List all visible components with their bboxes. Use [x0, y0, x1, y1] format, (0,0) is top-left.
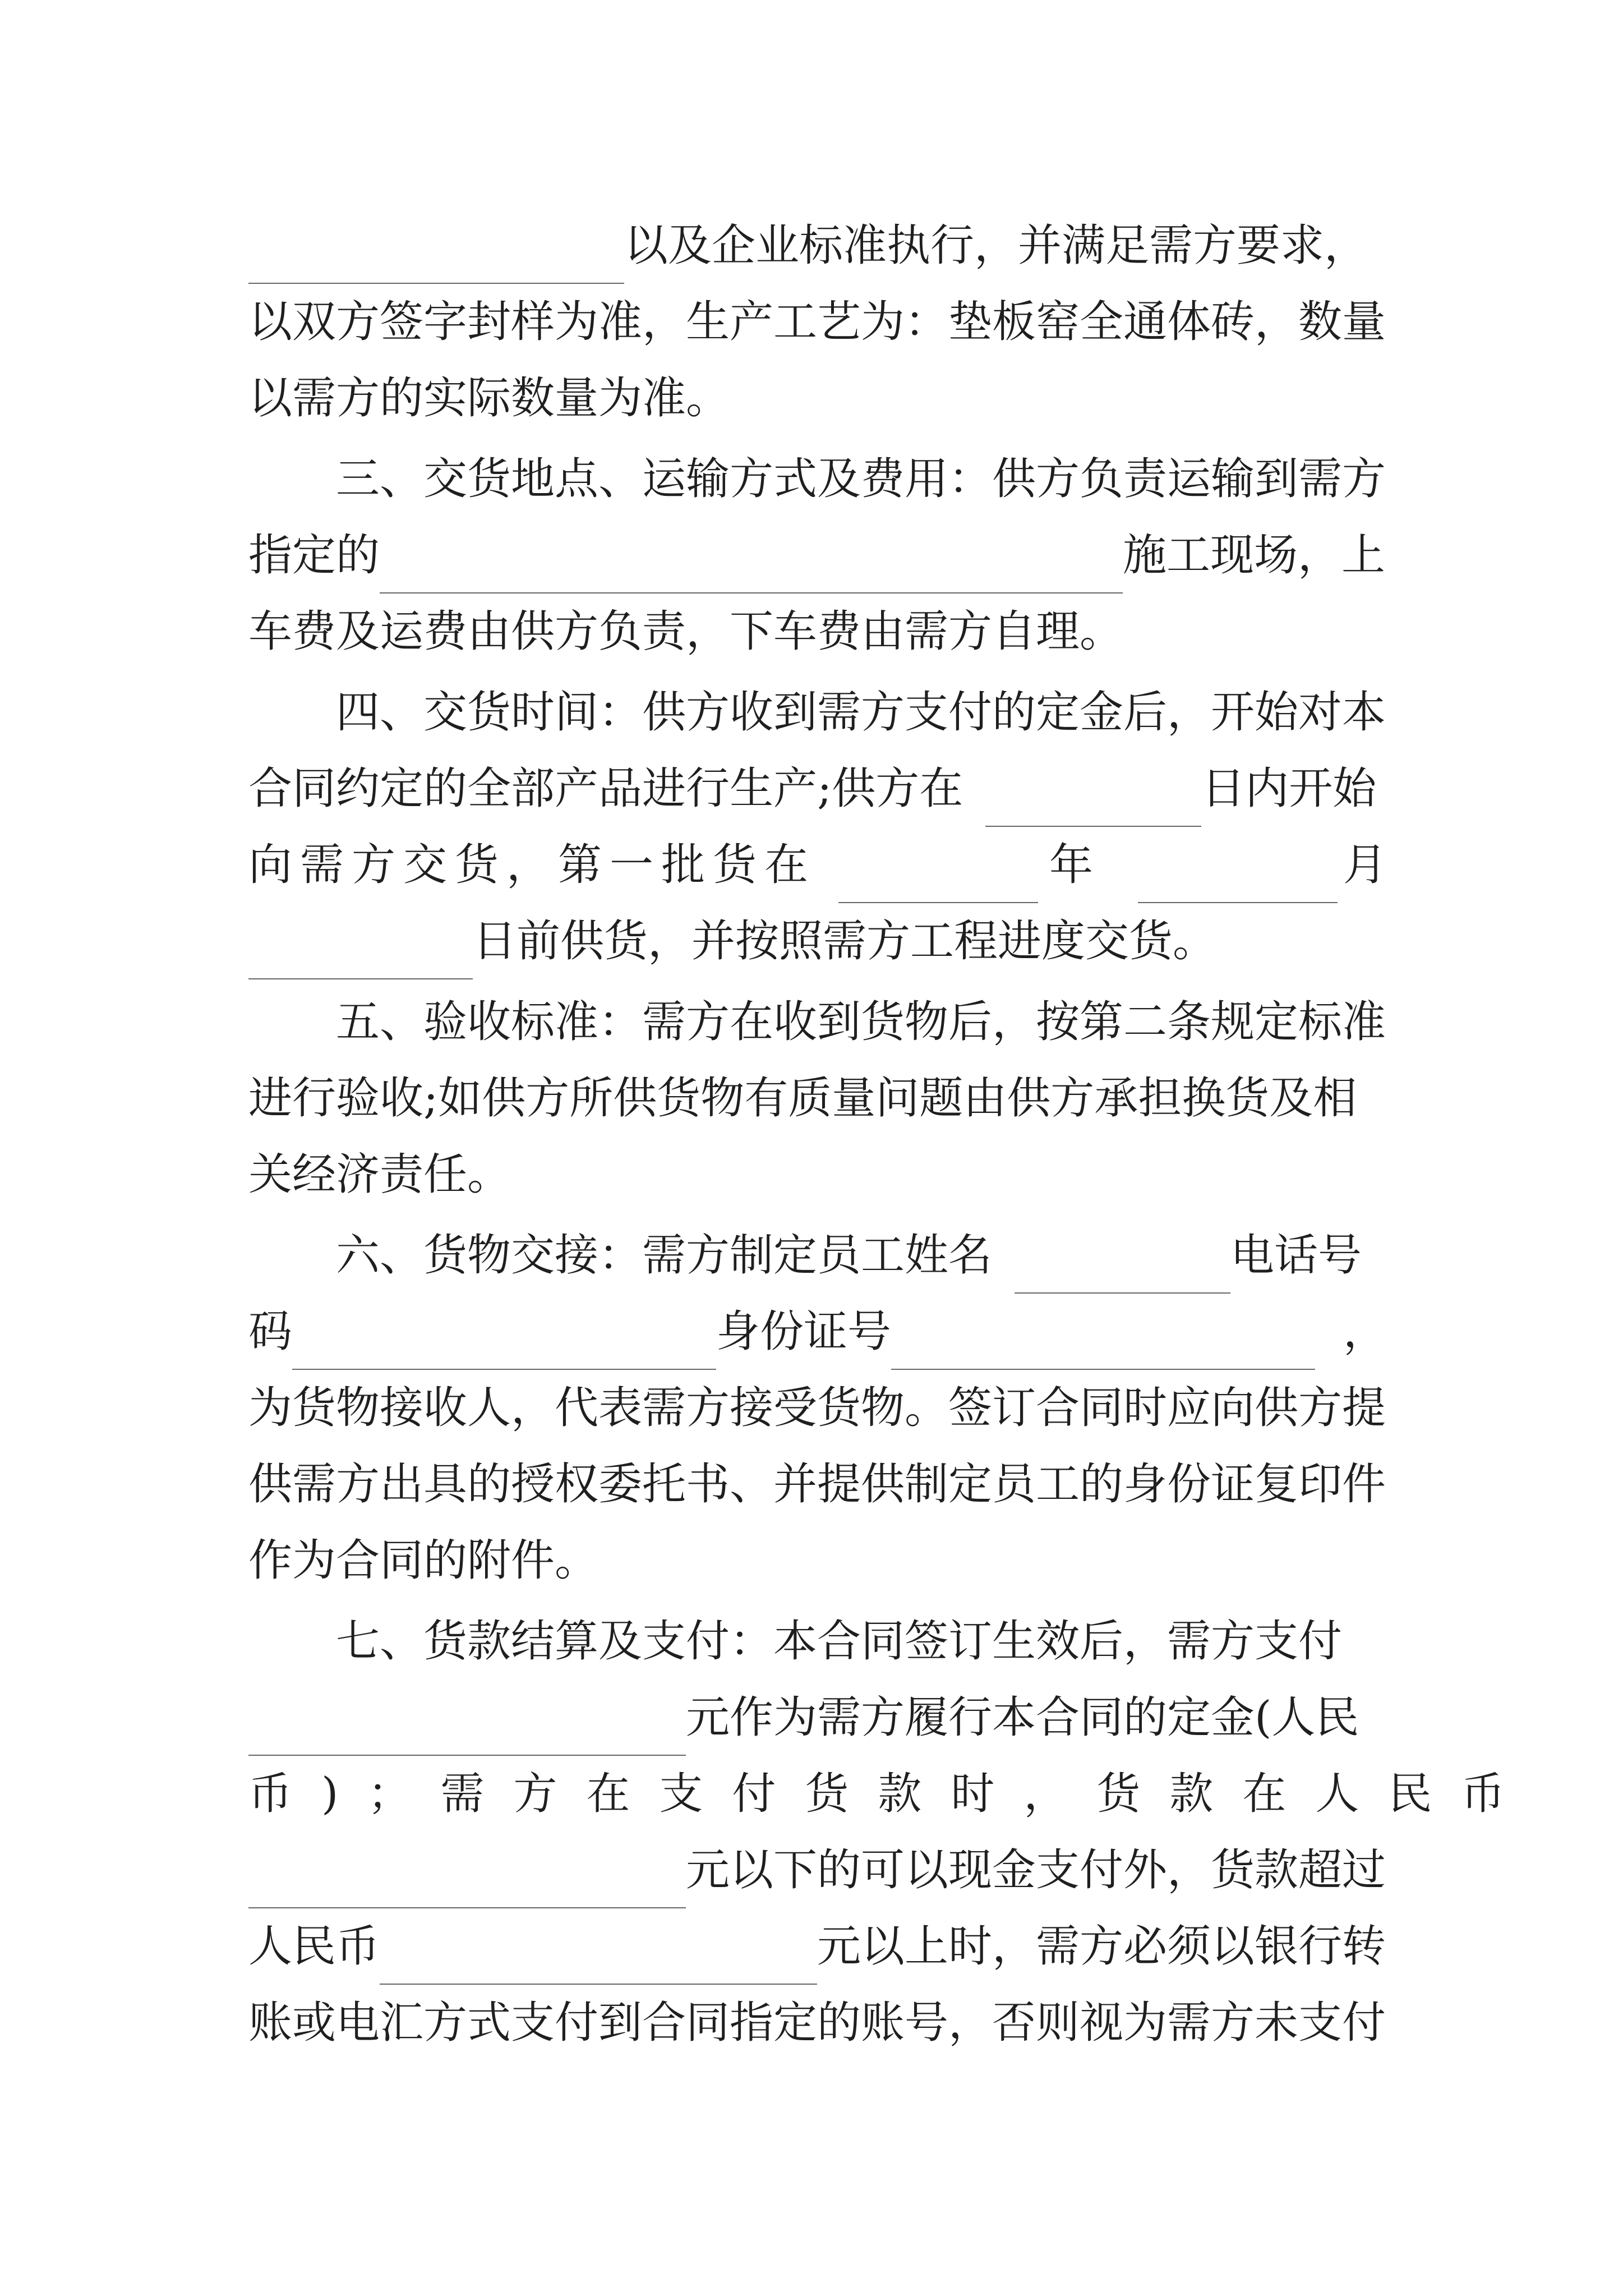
- text-segment: 以双方签字封样为准，生产工艺为：垫板窑全通体砖，数量: [248, 297, 1386, 347]
- fill-in-blank[interactable]: [985, 775, 1201, 827]
- text-segment: 四、交货时间：供方收到需方支付的定金后，开始对本: [336, 687, 1386, 738]
- text-line: [248, 1522, 1387, 1599]
- text-segment: 向需方交货，第一批货在: [248, 840, 817, 890]
- text-segment: 年: [1049, 840, 1093, 890]
- text-segment: 五、验收标准：需方在收到货物后，按第二条规定标准: [336, 997, 1386, 1047]
- document-page: [248, 208, 1534, 2061]
- text-segment: 作为合同的附件。: [248, 1535, 599, 1586]
- text-line: [248, 1060, 1387, 1137]
- text-segment: 车费及运费由供方负责，下车费由需方自理。: [248, 606, 1124, 657]
- text-segment: 七、货款结算及支付：本合同签订生效后，需方支付: [336, 1616, 1343, 1667]
- fill-in-blank[interactable]: [1015, 1242, 1230, 1294]
- text-line: [248, 1908, 1387, 1985]
- clause-heading-line: [248, 674, 1387, 751]
- text-segment: 为货物接收人，代表需方接受货物。签订合同时应向供方提: [248, 1383, 1386, 1433]
- text-line: [248, 284, 1387, 360]
- text-segment: 元作为需方履行本合同的定金(人民: [686, 1692, 1359, 1743]
- fill-in-blank[interactable]: [292, 1318, 716, 1370]
- text-line: [248, 903, 1387, 979]
- text-segment: 人民币: [248, 1921, 380, 1972]
- text-segment: 元以上时，需方必须以银行转: [817, 1921, 1386, 1972]
- text-line: [248, 208, 1387, 284]
- fill-in-blank[interactable]: [248, 1857, 686, 1908]
- text-segment: 关经济责任。: [248, 1149, 511, 1200]
- clause-heading-line: [248, 441, 1387, 517]
- clause-heading-line: [248, 1603, 1387, 1680]
- text-segment: 账或电汇方式支付到合同指定的账号，否则视为需方未支付: [248, 1998, 1386, 2048]
- clause-heading-line: [248, 984, 1387, 1060]
- text-line: [248, 517, 1387, 593]
- text-line: [248, 1756, 1534, 1832]
- fill-in-blank[interactable]: [248, 928, 473, 979]
- fill-in-blank[interactable]: [1138, 852, 1338, 903]
- text-line: [248, 1985, 1387, 2061]
- text-line: [248, 827, 1387, 903]
- text-segment: 码: [248, 1306, 293, 1357]
- text-line: [248, 1446, 1387, 1522]
- text-line: [248, 1832, 1387, 1908]
- clause-heading-line: [248, 1217, 1387, 1294]
- fill-in-blank[interactable]: [380, 542, 1123, 593]
- text-segment: 三、交货地点、运输方式及费用：供方负责运输到需方: [336, 454, 1386, 504]
- fill-in-blank[interactable]: [248, 1704, 686, 1756]
- text-segment: ，: [1343, 1306, 1387, 1357]
- text-line: [248, 1137, 1387, 1213]
- text-line: [248, 1680, 1387, 1756]
- text-segment: 日前供货，并按照需方工程进度交货。: [473, 916, 1217, 967]
- text-segment: 元以下的可以现金支付外，货款超过: [686, 1845, 1386, 1895]
- text-line: [248, 1370, 1387, 1446]
- text-segment: 以及企业标准执行，并满足需方要求，: [624, 220, 1368, 271]
- text-segment: 进行验收;如供方所供货物有质量问题由供方承担换货及相: [248, 1073, 1357, 1124]
- fill-in-blank[interactable]: [380, 1933, 817, 1985]
- fill-in-blank[interactable]: [838, 852, 1038, 903]
- fill-in-blank[interactable]: [248, 232, 624, 284]
- text-segment: 指定的: [248, 530, 380, 581]
- text-line: [248, 360, 1387, 436]
- text-segment: 日内开始: [1201, 763, 1377, 814]
- text-segment: 电话号: [1230, 1230, 1362, 1281]
- text-segment: 币)；需方在支付货款时，货款在人民币: [248, 1769, 1534, 1819]
- fill-in-blank[interactable]: [891, 1318, 1315, 1370]
- text-line: [248, 1294, 1387, 1370]
- text-segment: 施工现场，上: [1123, 530, 1386, 581]
- text-line: [248, 751, 1387, 827]
- text-segment: 月: [1343, 840, 1387, 890]
- text-segment: 合同约定的全部产品进行生产;供方在: [248, 763, 963, 814]
- text-segment: 身份证号: [716, 1306, 891, 1357]
- text-segment: 以需方的实际数量为准。: [248, 373, 730, 424]
- text-segment: 供需方出具的授权委托书、并提供制定员工的身份证复印件: [248, 1459, 1386, 1510]
- text-segment: 六、货物交接：需方制定员工姓名: [336, 1230, 993, 1281]
- text-line: [248, 593, 1387, 670]
